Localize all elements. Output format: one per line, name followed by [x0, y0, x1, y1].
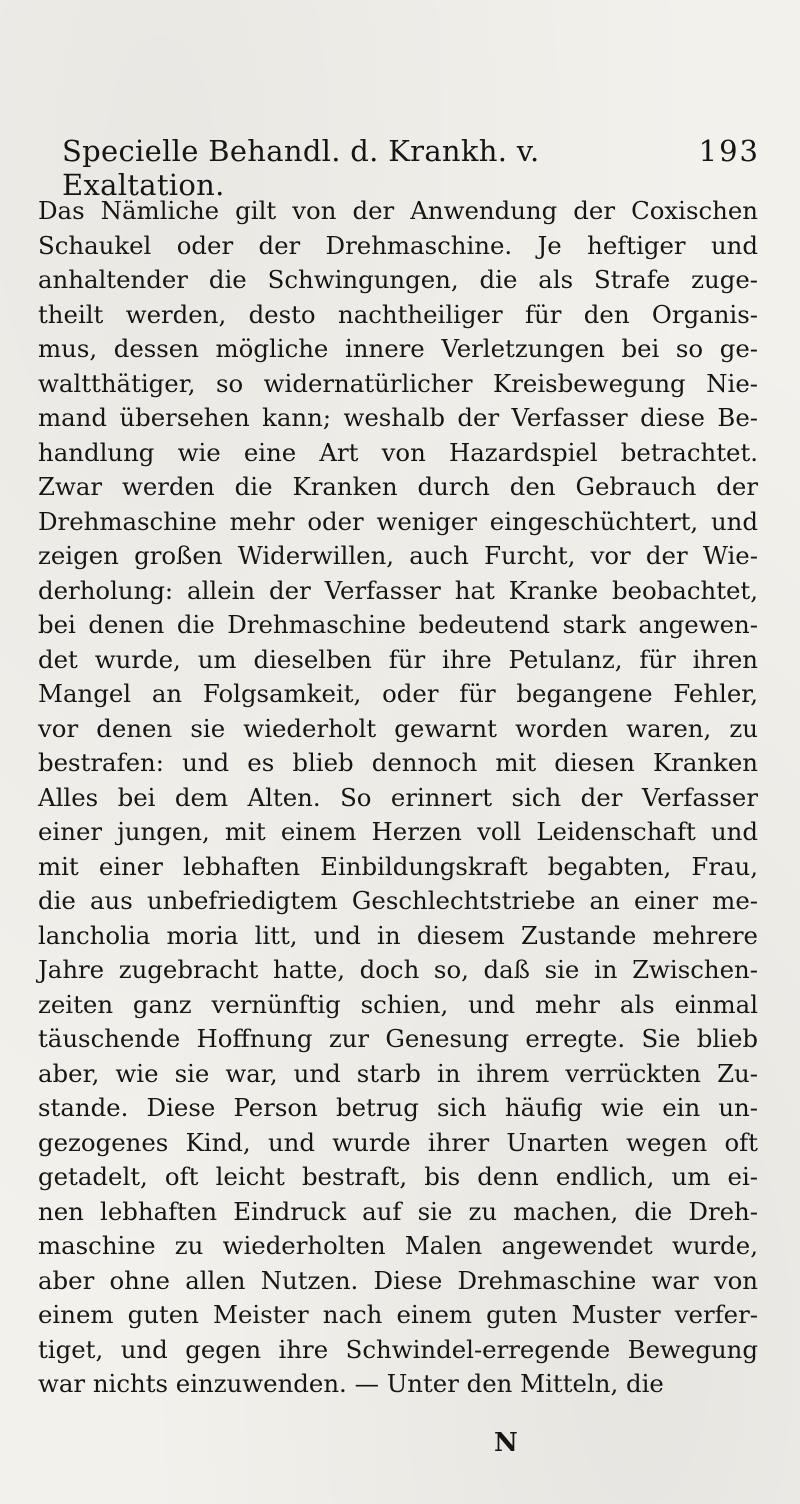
text-line: Mangel an Folgsamkeit, oder für begangene Fehler,	[38, 679, 758, 708]
text-line: waltthätiger, so widernatürlicher Kreisbewegung Nie-	[38, 368, 758, 398]
text-line: getadelt, oft leicht bestraft, bis denn endlich, um ei-	[38, 1162, 758, 1191]
text-line: gezogenes Kind, und wurde ihrer Unarten wegen oft	[38, 1127, 758, 1157]
text-line: anhaltender die Schwingungen, die als Strafe zuge-	[38, 265, 758, 294]
running-header	[62, 134, 760, 202]
text-line: zeigen großen Widerwillen, auch Furcht, vor der Wie-	[38, 541, 758, 570]
text-line: mit einer lebhaften Einbildungskraft begabten, Frau,	[38, 851, 758, 881]
text-line: Zwar werden die Kranken durch den Gebrauch der	[38, 472, 758, 501]
text-line: maschine zu wiederholten Malen angewendet wurde,	[38, 1231, 758, 1260]
signature-mark: N	[494, 1428, 518, 1458]
text-line: aber, wie sie war, und starb in ihrem verrückten Zu-	[38, 1058, 758, 1088]
text-line: mus, dessen mögliche innere Verletzungen bei so ge-	[38, 334, 758, 363]
text-line: tiget, und gegen ihre Schwindel-erregende Bewegung	[38, 1334, 758, 1364]
text-line: die aus unbefriedigtem Geschlechtstriebe an einer me-	[38, 886, 758, 915]
text-line: mand übersehen kann; weshalb der Verfasser diese Be-	[38, 403, 758, 432]
text-line: Drehmaschine mehr oder weniger eingeschüchtert, und	[38, 506, 758, 536]
text-line: zeiten ganz vernünftig schien, und mehr als einmal	[38, 989, 758, 1019]
text-line: theilt werden, desto nachtheiliger für den Organis-	[38, 299, 758, 329]
text-line: Jahre zugebracht hatte, doch so, daß sie in Zwischen-	[38, 955, 758, 984]
text-line: derholung: allein der Verfasser hat Kranke beobachtet,	[38, 575, 758, 605]
text-line: stande. Diese Person betrug sich häufig wie ein un-	[38, 1093, 758, 1122]
text-line: vor denen sie wiederholt gewarnt worden waren, zu	[38, 713, 758, 743]
text-line: nen lebhaften Eindruck auf sie zu machen, die Dreh-	[38, 1196, 758, 1226]
text-line: einer jungen, mit einem Herzen voll Leidenschaft und	[38, 817, 758, 846]
page-number: 193	[698, 134, 760, 168]
text-line: täuschende Hoffnung zur Genesung erregte. Sie blieb	[38, 1024, 758, 1053]
text-line: bestrafen: und es blieb dennoch mit diesen Kranken	[38, 748, 758, 777]
text-line: Schaukel oder der Drehmaschine. Je heftiger und	[38, 230, 758, 260]
text-line: bei denen die Drehmaschine bedeutend stark angewen-	[38, 610, 758, 639]
text-line: aber ohne allen Nutzen. Diese Drehmaschine war von	[38, 1265, 758, 1295]
text-line: handlung wie eine Art von Hazardspiel betrachtet.	[38, 437, 758, 467]
text-line: Das Nämliche gilt von der Anwendung der Coxischen	[38, 196, 758, 225]
text-line: det wurde, um dieselben für ihre Petulanz, für ihren	[38, 644, 758, 674]
text-line: Alles bei dem Alten. So erinnert sich der Verfasser	[38, 782, 758, 812]
text-line: lancholia moria litt, und in diesem Zustande mehrere	[38, 920, 758, 950]
text-line: einem guten Meister nach einem guten Muster verfer-	[38, 1300, 758, 1329]
body-text	[38, 194, 758, 1402]
text-line: war nichts einzuwenden. — Unter den Mitteln, die	[38, 1369, 664, 1398]
running-title: Specielle Behandl. d. Krankh. v. Exaltation.	[62, 134, 540, 202]
